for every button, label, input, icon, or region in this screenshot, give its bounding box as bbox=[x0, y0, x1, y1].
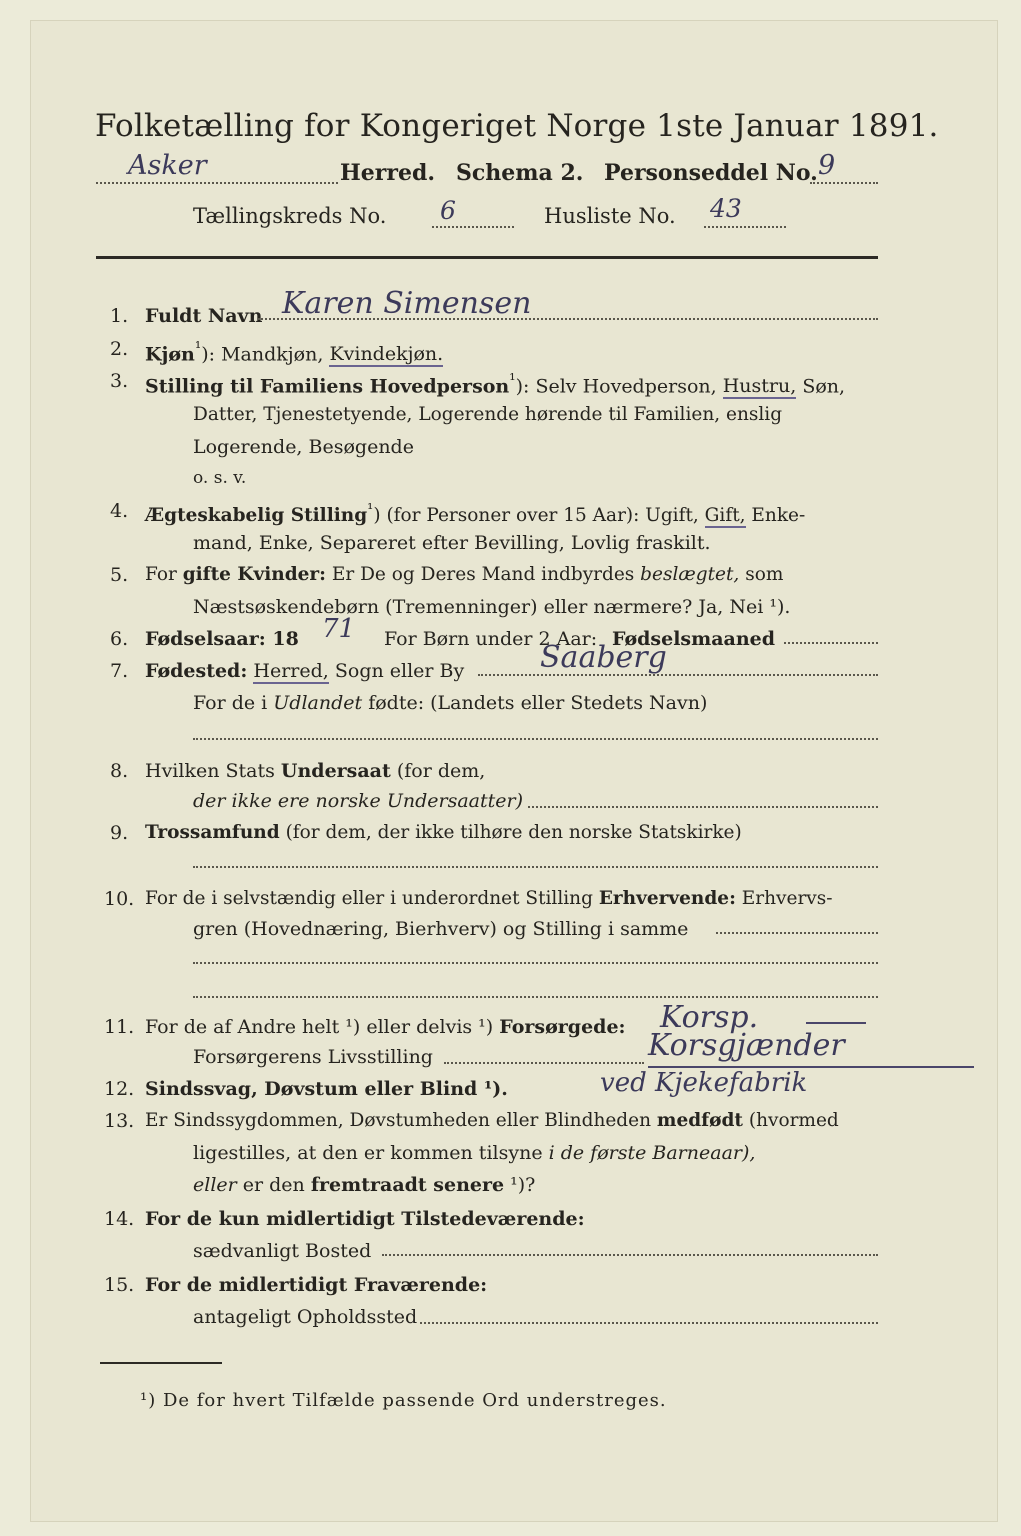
husliste-label: Husliste No. bbox=[544, 204, 676, 228]
q5-c: Er De og Deres Mand indbyrdes bbox=[331, 564, 635, 585]
q9-dots bbox=[193, 866, 878, 868]
q2-label: Kjøn bbox=[145, 343, 195, 366]
q11-value: Korsp. bbox=[660, 1000, 759, 1035]
header-rule bbox=[96, 256, 878, 259]
q10-dots-2 bbox=[193, 962, 878, 964]
q3-end: Søn, bbox=[802, 375, 846, 398]
item-number-5: 5. bbox=[110, 564, 129, 586]
q6-mid: For Børn under 2 Aar: bbox=[384, 628, 598, 650]
q12-label: Sindssvag, Døvstum eller Blind ¹). bbox=[145, 1078, 508, 1100]
item-number-10: 10. bbox=[104, 888, 135, 910]
item-number-4: 4. bbox=[110, 500, 129, 522]
q7-selected-option: Herred, bbox=[253, 660, 329, 682]
q1-label: Fuldt Navn bbox=[145, 305, 263, 327]
item-number-6: 6. bbox=[110, 628, 129, 650]
item-number-11: 11. bbox=[104, 1016, 135, 1038]
q13-line3d: ¹)? bbox=[510, 1174, 536, 1196]
q12-value: ved Kjekefabrik bbox=[600, 1068, 808, 1098]
footnote: ¹) De for hvert Tilfælde passende Ord understreges. bbox=[140, 1390, 667, 1411]
q3-sup: ¹ bbox=[509, 370, 516, 389]
item-number-9: 9. bbox=[110, 822, 129, 844]
q5-b: gifte Kvinder: bbox=[182, 564, 326, 585]
taellingskreds-value: 6 bbox=[440, 196, 456, 225]
item-number-2: 2. bbox=[110, 338, 129, 360]
q13-line2a: ligestilles, at den er kommen tilsyne bbox=[193, 1142, 543, 1164]
item-number-8: 8. bbox=[110, 760, 129, 782]
q6-end: Fødselsmaaned bbox=[612, 628, 776, 650]
q8-dots bbox=[528, 806, 878, 808]
item-number-12: 12. bbox=[104, 1078, 135, 1100]
item-number-1: 1. bbox=[110, 305, 129, 327]
q6-dots bbox=[784, 642, 878, 644]
q7-line2c: fødte: (Landets eller Stedets Navn) bbox=[368, 692, 708, 714]
q11-line2: Forsørgerens Livsstilling bbox=[193, 1046, 433, 1068]
q10-a: For de i selvstændig eller i underordnet Stilling bbox=[145, 888, 593, 909]
q7-dots-2 bbox=[193, 738, 878, 740]
taellingskreds-dots bbox=[432, 226, 514, 228]
q13-line2b: i de første Barneaar), bbox=[548, 1142, 756, 1164]
q1-name-value: Karen Simensen bbox=[282, 286, 532, 321]
q4-selected-option: Gift, bbox=[704, 505, 746, 527]
q7-place-value: Saaberg bbox=[540, 640, 667, 675]
q10-dots-3 bbox=[193, 996, 878, 998]
q14-dots bbox=[382, 1254, 878, 1256]
q7-line2b: Udlandet bbox=[273, 692, 363, 714]
q11-b: Forsørgede: bbox=[499, 1016, 626, 1038]
q8-b: Undersaat bbox=[280, 760, 391, 782]
form-title: Folketælling for Kongeriget Norge 1ste Januar 1891. bbox=[95, 108, 939, 144]
q15-dots bbox=[420, 1322, 878, 1324]
personseddel-dots bbox=[810, 182, 878, 184]
q5-a: For bbox=[145, 564, 177, 585]
q8-a: Hvilken Stats bbox=[145, 760, 275, 782]
q7-line2a: For de i bbox=[193, 692, 268, 714]
q15-label: For de midlertidigt Fraværende: bbox=[145, 1274, 488, 1296]
q11-a: For de af Andre helt ¹) eller delvis ¹) bbox=[145, 1016, 494, 1038]
q13-line3b: er den bbox=[242, 1174, 305, 1196]
herred-label: Herred. bbox=[340, 160, 436, 186]
q13-line3c: fremtraadt senere bbox=[310, 1174, 505, 1196]
q7-rest: Sogn eller By bbox=[334, 660, 465, 682]
q14-label: For de kun midlertidigt Tilstedeværende: bbox=[145, 1208, 585, 1230]
q7-label: Fødested: bbox=[145, 660, 248, 682]
herred-dots bbox=[96, 182, 338, 184]
q4-sup: ¹ bbox=[367, 500, 374, 518]
q11-dots bbox=[444, 1062, 644, 1064]
husliste-value: 43 bbox=[710, 194, 742, 223]
q4-rest: ) (for Personer over 15 Aar): Ugift, bbox=[373, 505, 699, 527]
footnote-rule bbox=[100, 1362, 222, 1364]
q3-selected-option: Hustru, bbox=[722, 375, 797, 398]
q6-year-value: 71 bbox=[322, 614, 356, 644]
q10-dots bbox=[716, 932, 878, 934]
q4-label: Ægteskabelig Stilling bbox=[145, 505, 368, 527]
item-number-13: 13. bbox=[104, 1110, 135, 1132]
q13-c: (hvormed bbox=[748, 1110, 839, 1131]
q8-line2: der ikke ere norske Undersaatter) bbox=[193, 790, 523, 812]
q2-rest: ): Mandkjøn, bbox=[201, 343, 324, 366]
q8-c: (for dem, bbox=[396, 760, 486, 782]
q10-c: Erhvervs- bbox=[741, 888, 833, 909]
personseddel-label: Personseddel No. bbox=[604, 160, 818, 186]
q14-line2: sædvanligt Bosted bbox=[193, 1240, 372, 1262]
item-number-15: 15. bbox=[104, 1274, 135, 1296]
q9-a: Trossamfund bbox=[145, 822, 280, 843]
q4-end: Enke- bbox=[751, 505, 806, 527]
q5-line2: Næstsøskendebørn (Tremenninger) eller nærmere? Ja, Nei ¹). bbox=[193, 596, 791, 618]
q3-label: Stilling til Familiens Hovedperson bbox=[145, 375, 510, 398]
q3-line2: Datter, Tjenestetyende, Logerende hørende til Familien, enslig bbox=[193, 404, 783, 425]
q13-line3a: eller bbox=[193, 1174, 237, 1196]
item-number-7: 7. bbox=[110, 660, 129, 682]
q3-line3: Logerende, Besøgende bbox=[193, 436, 414, 458]
q11-value2: Korsgjænder bbox=[648, 1028, 845, 1063]
q6-label: Fødselsaar: 18 bbox=[145, 628, 299, 650]
item-number-3: 3. bbox=[110, 370, 129, 392]
q9-b: (for dem, der ikke tilhøre den norske Statskirke) bbox=[285, 822, 742, 843]
q2-selected-option: Kvindekjøn. bbox=[329, 343, 444, 366]
q10-b: Erhvervende: bbox=[598, 888, 736, 909]
q13-b: medfødt bbox=[656, 1110, 743, 1131]
q2-sup: ¹ bbox=[194, 338, 202, 357]
q4-line2: mand, Enke, Separeret efter Bevilling, Lovlig fraskilt. bbox=[193, 532, 711, 554]
q10-line2: gren (Hovednæring, Bierhverv) og Stilling i samme bbox=[193, 918, 689, 940]
q11-pen-stroke bbox=[806, 1022, 866, 1024]
q7-dots bbox=[478, 674, 878, 676]
herred-value: Asker bbox=[128, 150, 207, 181]
q5-e: som bbox=[745, 564, 784, 585]
personseddel-value: 9 bbox=[818, 150, 836, 181]
q3-rest: ): Selv Hovedperson, bbox=[515, 375, 717, 398]
q3-line4: o. s. v. bbox=[193, 468, 247, 488]
q15-line2: antageligt Opholdssted bbox=[193, 1306, 418, 1328]
item-number-14: 14. bbox=[104, 1208, 135, 1230]
husliste-dots bbox=[704, 226, 786, 228]
q5-d: beslægtet, bbox=[640, 564, 740, 585]
q1-dots bbox=[258, 318, 878, 320]
schema-label: Schema 2. bbox=[456, 160, 584, 186]
q13-a: Er Sindssygdommen, Døvstumheden eller Blindheden bbox=[145, 1110, 652, 1131]
taellingskreds-label: Tællingskreds No. bbox=[193, 204, 387, 228]
